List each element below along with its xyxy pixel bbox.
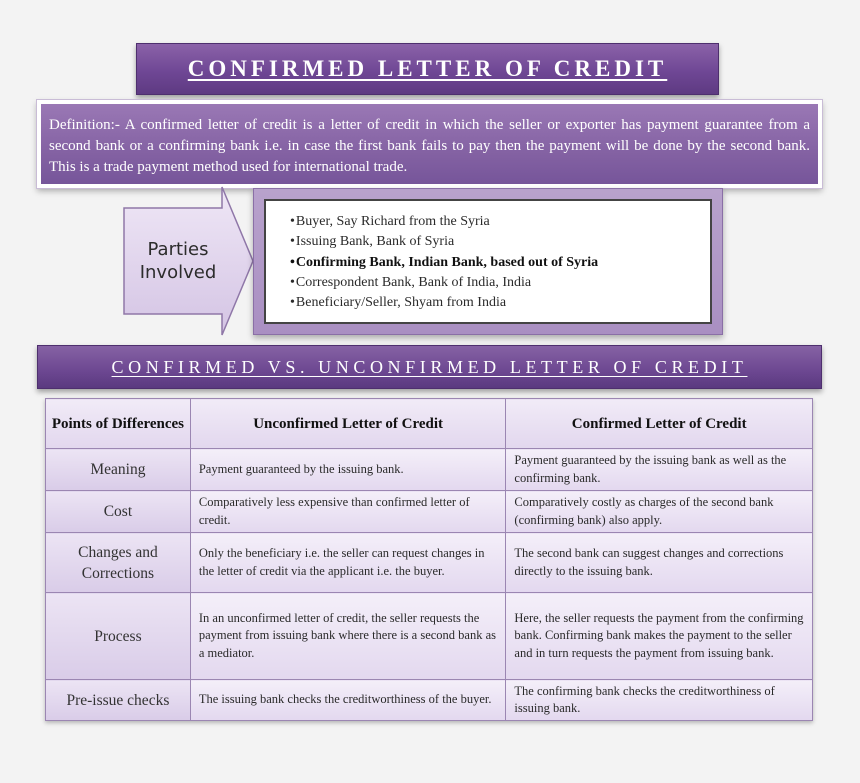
list-item: • Issuing Bank, Bank of Syria [290,232,710,252]
header-unconfirmed: Unconfirmed Letter of Credit [190,399,506,449]
list-item: • Confirming Bank, Indian Bank, based out of Syria [290,253,710,273]
comparison-title: CONFIRMED VS. UNCONFIRMED LETTER OF CREDIT [111,356,748,377]
confirmed-cell: The confirming bank checks the creditworthiness of issuing bank. [506,680,813,721]
row-label: Meaning [46,449,191,491]
parties-label [126,238,230,284]
header-confirmed: Confirmed Letter of Credit [506,399,813,449]
title-banner [136,43,719,95]
parties-label-line2: Involved [139,262,217,283]
definition-box [37,100,822,188]
row-label: Changes and Corrections [46,533,191,593]
list-item: • Buyer, Say Richard from the Syria [290,212,710,232]
unconfirmed-cell: Comparatively less expensive than confirmed letter of credit. [190,491,506,533]
row-label: Process [46,593,191,680]
table-header-row [46,399,813,449]
table-row [46,449,813,491]
header-points: Points of Differences [46,399,191,449]
table-row [46,680,813,721]
list-item: • Correspondent Bank, Bank of India, India [290,273,710,293]
parties-label-line1: Parties [147,239,209,260]
unconfirmed-cell: The issuing bank checks the creditworthiness of the buyer. [190,680,506,721]
parties-list [264,199,712,324]
list-item: • Beneficiary/Seller, Shyam from India [290,293,710,313]
comparison-banner [37,345,822,389]
unconfirmed-cell: In an unconfirmed letter of credit, the seller requests the payment from issuing bank where there is a second bank as a mediator. [190,593,506,680]
comparison-table [45,398,813,721]
table-row [46,491,813,533]
confirmed-cell: Comparatively costly as charges of the second bank (confirming bank) also apply. [506,491,813,533]
unconfirmed-cell: Only the beneficiary i.e. the seller can request changes in the letter of credit via the applicant i.e. the buyer. [190,533,506,593]
unconfirmed-cell: Payment guaranteed by the issuing bank. [190,449,506,491]
confirmed-cell: Payment guaranteed by the issuing bank as well as the confirming bank. [506,449,813,491]
row-label: Cost [46,491,191,533]
confirmed-cell: Here, the seller requests the payment from the confirming bank. Confirming bank makes the payment to the seller and in turn requests the payment from issuing bank. [506,593,813,680]
definition-text: Definition:- A confirmed letter of credit is a letter of credit in which the seller or exporter has payment guarantee from a second bank or a confirming bank i.e. in case the first bank fails to pay then the payment will be done by the second bank. This is a trade payment method used for international trade. [49,117,810,175]
table-row [46,533,813,593]
table-row [46,593,813,680]
confirmed-cell: The second bank can suggest changes and corrections directly to the issuing bank. [506,533,813,593]
page-title: CONFIRMED LETTER OF CREDIT [187,56,668,81]
row-label: Pre-issue checks [46,680,191,721]
